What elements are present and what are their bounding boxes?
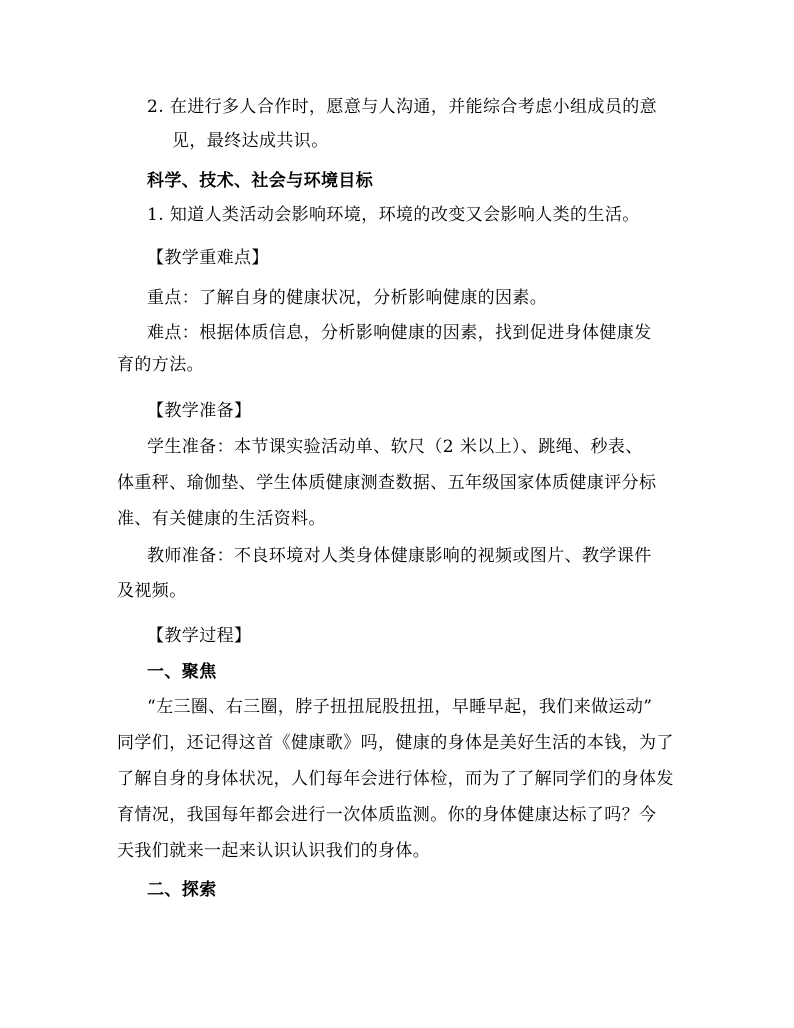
focus-line-2: 同学们，还记得这首《健康歌》吗，健康的身体是美好生活的本钱，为了 xyxy=(117,733,674,753)
student-prep-line-1: 学生准备：本节课实验活动单、软尺（2 米以上）、跳绳、秒表、 xyxy=(147,437,643,457)
section-2-heading: 二、探索 xyxy=(147,880,217,900)
focus-line-4: 育情况，我国每年都会进行一次体质监测。你的身体健康达标了吗？今 xyxy=(117,805,657,825)
preparation-heading: 【教学准备】 xyxy=(147,401,252,421)
key-point: 重点：了解自身的健康状况，分析影响健康的因素。 xyxy=(147,288,548,308)
goal-2-line-2: 见，最终达成共识。 xyxy=(172,131,329,151)
student-prep-line-3: 准、有关健康的生活资料。 xyxy=(117,509,326,529)
sts-goal-1: 1. 知道人类活动会影响环境，环境的改变又会影响人类的生活。 xyxy=(147,205,640,225)
goal-2-line-1: 2. 在进行多人合作时，愿意与人沟通，并能综合考虑小组成员的意 xyxy=(147,97,658,117)
key-points-heading: 【教学重难点】 xyxy=(147,248,269,268)
focus-line-3: 了解自身的身体状况，人们每年会进行体检，而为了了解同学们的身体发 xyxy=(117,769,674,789)
process-heading: 【教学过程】 xyxy=(147,626,252,646)
teacher-prep-line-1: 教师准备：不良环境对人类身体健康影响的视频或图片、教学课件 xyxy=(147,546,652,566)
focus-line-5: 天我们就来一起来认识认识我们的身体。 xyxy=(117,841,431,861)
difficult-point-line-2: 育的方法。 xyxy=(117,355,204,375)
focus-line-1: “左三圈、右三圈，脖子扭扭屁股扭扭，早睡早起，我们来做运动” xyxy=(147,697,653,717)
student-prep-line-2: 体重秤、瑜伽垫、学生体质健康测查数据、五年级国家体质健康评分标 xyxy=(117,473,657,493)
teacher-prep-line-2: 及视频。 xyxy=(117,581,187,601)
difficult-point-line-1: 难点：根据体质信息，分析影响健康的因素，找到促进身体健康发 xyxy=(147,323,652,343)
sts-goals-heading: 科学、技术、社会与环境目标 xyxy=(147,171,374,191)
section-1-heading: 一、聚焦 xyxy=(147,662,217,682)
